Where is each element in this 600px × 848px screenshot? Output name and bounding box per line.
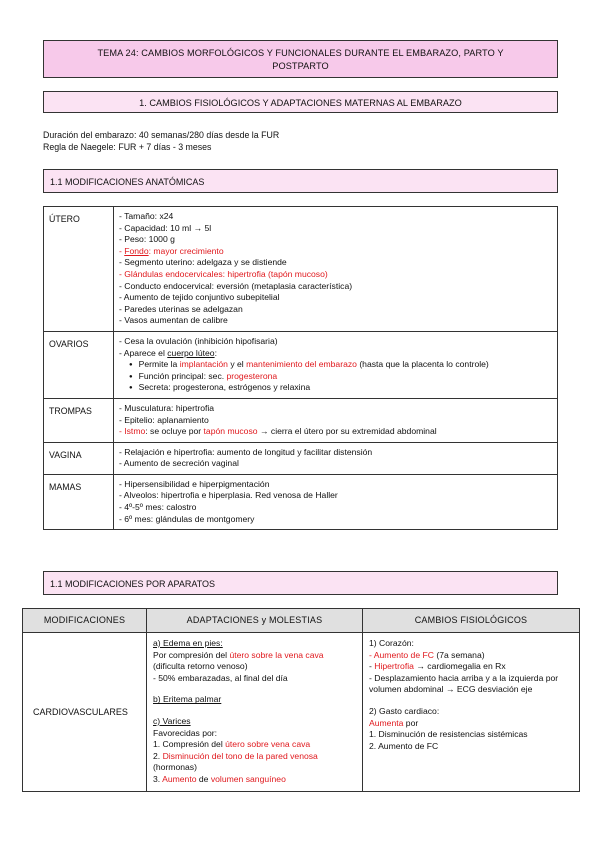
- list-item: - Capacidad: 10 ml → 5l: [119, 222, 212, 233]
- subheading: b) Eritema palmar: [153, 694, 222, 705]
- list-item: 3. Aumento de volumen sanguíneo: [153, 773, 286, 784]
- list-item: - Tamaño: x24: [119, 211, 174, 221]
- list-item: Por compresión del útero sobre la vena cava (dificulta retorno venoso): [153, 649, 324, 672]
- list-item: - Istmo: se ocluye por tapón mucoso → cierra el útero por su extremidad abdominal: [119, 426, 437, 437]
- list-item: - Desplazamiento hacia arriba y a la izquierda por volumen abdominal → ECG desviación eje: [369, 672, 559, 695]
- row-label-trompas: TROMPAS: [44, 398, 114, 442]
- subheading: a) Edema en pies:: [153, 638, 223, 648]
- list-item: - Alveolos: hipertrofia e hiperplasia. Red venosa de Haller: [119, 490, 338, 501]
- list-item: 2. Disminución del tono de la pared venosa: [153, 750, 318, 761]
- list-item: - 6º mes: glándulas de montgomery: [119, 513, 255, 524]
- list-item: - Glándulas endocervicales: hipertrofia (tapón mucoso): [119, 268, 328, 279]
- cambios-cell: [363, 633, 580, 792]
- list-item: - 4º-5º mes: calostro: [119, 502, 197, 513]
- row-label-ovarios: OVARIOS: [44, 331, 114, 398]
- subheading: 1) Corazón:: [369, 638, 414, 648]
- list-item: - Cesa la ovulación (inhibición hipofisaria): [119, 335, 278, 346]
- list-item: - Relajación e hipertrofia: aumento de longitud y facilitar distensión: [119, 446, 373, 457]
- subheading: 2) Gasto cardiaco:: [369, 705, 440, 716]
- list-item: - Conducto endocervical: eversión (metaplasia característica): [119, 280, 353, 291]
- list-item: 1. Disminución de resistencias sistémicas: [369, 729, 528, 740]
- table-row: [44, 398, 558, 442]
- naegele-rule-text: Regla de Naegele: FUR + 7 días - 3 meses: [43, 142, 212, 153]
- trompas-details: [114, 398, 558, 442]
- cuerpo-luteo-list: [119, 359, 552, 394]
- anatomic-changes-heading: 1.1 MODIFICACIONES ANATÓMICAS: [43, 169, 558, 193]
- list-item: Favorecidas por:: [153, 727, 218, 738]
- list-item: ● Función principal: sec. progesterona: [129, 371, 552, 383]
- list-item: - Aumento de tejido conjuntivo subepitelial: [119, 292, 280, 303]
- list-item: 1. Compresión del útero sobre vena cava: [153, 739, 311, 750]
- table-row: [44, 442, 558, 474]
- list-item: - Peso: 1000 g: [119, 234, 175, 245]
- table-row: [44, 331, 558, 398]
- subheading: c) Varices: [153, 715, 191, 726]
- list-item: - Epitelio: aplanamiento: [119, 414, 209, 425]
- ovarios-details: [114, 331, 558, 398]
- duration-text: Duración del embarazo: 40 semanas/280 días desde la FUR: [43, 130, 280, 140]
- row-label-mamas: MAMAS: [44, 474, 114, 529]
- list-item: - Aumento de secreción vaginal: [119, 458, 239, 469]
- list-item: 2. Aumento de FC: [369, 740, 439, 751]
- list-item: - Vasos aumentan de calibre: [119, 315, 228, 326]
- list-item: - Paredes uterinas se adelgazan: [119, 303, 243, 314]
- table-row: [23, 633, 580, 792]
- anatomic-changes-table: [43, 206, 558, 530]
- section-1-heading: 1. CAMBIOS FISIOLÓGICOS Y ADAPTACIONES MATERNAS AL EMBARAZO: [43, 91, 558, 113]
- column-header-cambios: CAMBIOS FISIOLÓGICOS: [363, 609, 580, 633]
- mamas-details: [114, 474, 558, 529]
- utero-details: [114, 207, 558, 332]
- table-row: [44, 474, 558, 529]
- table-row: [44, 207, 558, 332]
- list-item: - Aumento de FC (7a semana): [369, 649, 485, 660]
- pregnancy-info: [43, 129, 279, 154]
- row-label-cardiovasculares: CARDIOVASCULARES: [23, 633, 147, 792]
- list-item: - 50% embarazadas, al final del día: [153, 672, 288, 683]
- column-header-adaptaciones: ADAPTACIONES y MOLESTIAS: [147, 609, 363, 633]
- vagina-details: [114, 442, 558, 474]
- list-item: - Aparece el cuerpo lúteo:: [119, 347, 217, 358]
- row-label-utero: ÚTERO: [44, 207, 114, 332]
- system-changes-table: [22, 608, 580, 792]
- list-item: - Segmento uterino: adelgaza y se distiende: [119, 257, 287, 268]
- page-title: TEMA 24: CAMBIOS MORFOLÓGICOS Y FUNCIONALES DURANTE EL EMBARAZO, PARTO Y POSTPARTO: [43, 40, 558, 78]
- adaptaciones-cell: [147, 633, 363, 792]
- system-changes-heading: 1.1 MODIFICACIONES POR APARATOS: [43, 571, 558, 595]
- list-item: (hormonas): [153, 762, 197, 773]
- list-item: Aumenta por: [369, 717, 419, 728]
- list-item: - Hipersensibilidad e hiperpigmentación: [119, 478, 270, 489]
- column-header-modificaciones: MODIFICACIONES: [23, 609, 147, 633]
- list-item: - Hipertrofia → cardiomegalia en Rx: [369, 661, 506, 672]
- list-item: ● Secreta: progesterona, estrógenos y relaxina: [129, 382, 552, 394]
- row-label-vagina: VAGINA: [44, 442, 114, 474]
- list-item: - Musculatura: hipertrofia: [119, 402, 215, 413]
- table-header-row: [23, 609, 580, 633]
- list-item: ● Permite la implantación y el mantenimiento del embarazo (hasta que la placenta lo controle): [129, 359, 552, 371]
- list-item: - Fondo: mayor crecimiento: [119, 245, 224, 256]
